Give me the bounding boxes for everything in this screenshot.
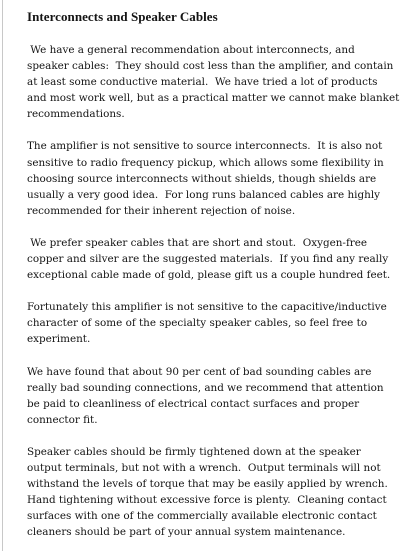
paragraph-bad-connections [27, 364, 404, 428]
text-line: really bad sounding connections, and we recommend that attention [27, 381, 384, 394]
text-line: The amplifier is not sensitive to source interconnects. It is also not [27, 140, 383, 153]
text-line: Fortunately this amplifier is not sensitive to the capacitive/inductive [27, 301, 387, 314]
paragraph-recommendation [27, 42, 404, 122]
text-line: cleaners should be part of your annual system maintenance. [27, 526, 346, 539]
page-edge-rule [2, 0, 3, 551]
text-line: experiment. [27, 333, 91, 346]
text-line: Hand tightening without excessive force is plenty. Cleaning contact [27, 494, 387, 507]
section-heading: Interconnects and Speaker Cables [27, 9, 218, 24]
text-line: recommendations. [27, 108, 125, 121]
text-line: and most work well, but as a practical matter we cannot make blanket [27, 92, 400, 105]
text-line: speaker cables: They should cost less than the amplifier, and contain [27, 60, 394, 73]
text-line: surfaces with one of the commercially available electronic contact [27, 510, 377, 523]
text-line: output terminals, but not with a wrench. Output terminals will not [27, 461, 381, 474]
text-line: We have found that about 90 per cent of bad sounding cables are [27, 365, 372, 378]
paragraph-terminal-tightening [27, 444, 404, 541]
paragraph-source-interconnects [27, 138, 404, 218]
paragraph-capacitive-inductive [27, 299, 404, 347]
text-line: We have a general recommendation about interconnects, and [27, 44, 355, 56]
text-line: choosing source interconnects without shields, though shields are [27, 172, 377, 185]
text-line: usually a very good idea. For long runs balanced cables are highly [27, 188, 381, 201]
text-line: sensitive to radio frequency pickup, which allows some flexibility in [27, 156, 384, 169]
text-line: copper and silver are the suggested materials. If you find any really [27, 253, 389, 266]
text-line: at least some conductive material. We have tried a lot of products [27, 76, 378, 89]
text-line: Speaker cables should be firmly tightened down at the speaker [27, 445, 361, 458]
text-line: be paid to cleanliness of electrical contact surfaces and proper [27, 397, 360, 410]
text-line: character of some of the specialty speaker cables, so feel free to [27, 317, 368, 330]
text-line: exceptional cable made of gold, please gift us a couple hundred feet. [27, 269, 391, 282]
text-line: We prefer speaker cables that are short and stout. Oxygen-free [27, 236, 368, 249]
text-line: recommended for their inherent rejection of noise. [27, 204, 296, 217]
text-line: withstand the levels of torque that may be easily applied by wrench. [27, 478, 388, 491]
text-line: connector fit. [27, 413, 98, 426]
paragraph-speaker-cable-materials [27, 235, 404, 283]
